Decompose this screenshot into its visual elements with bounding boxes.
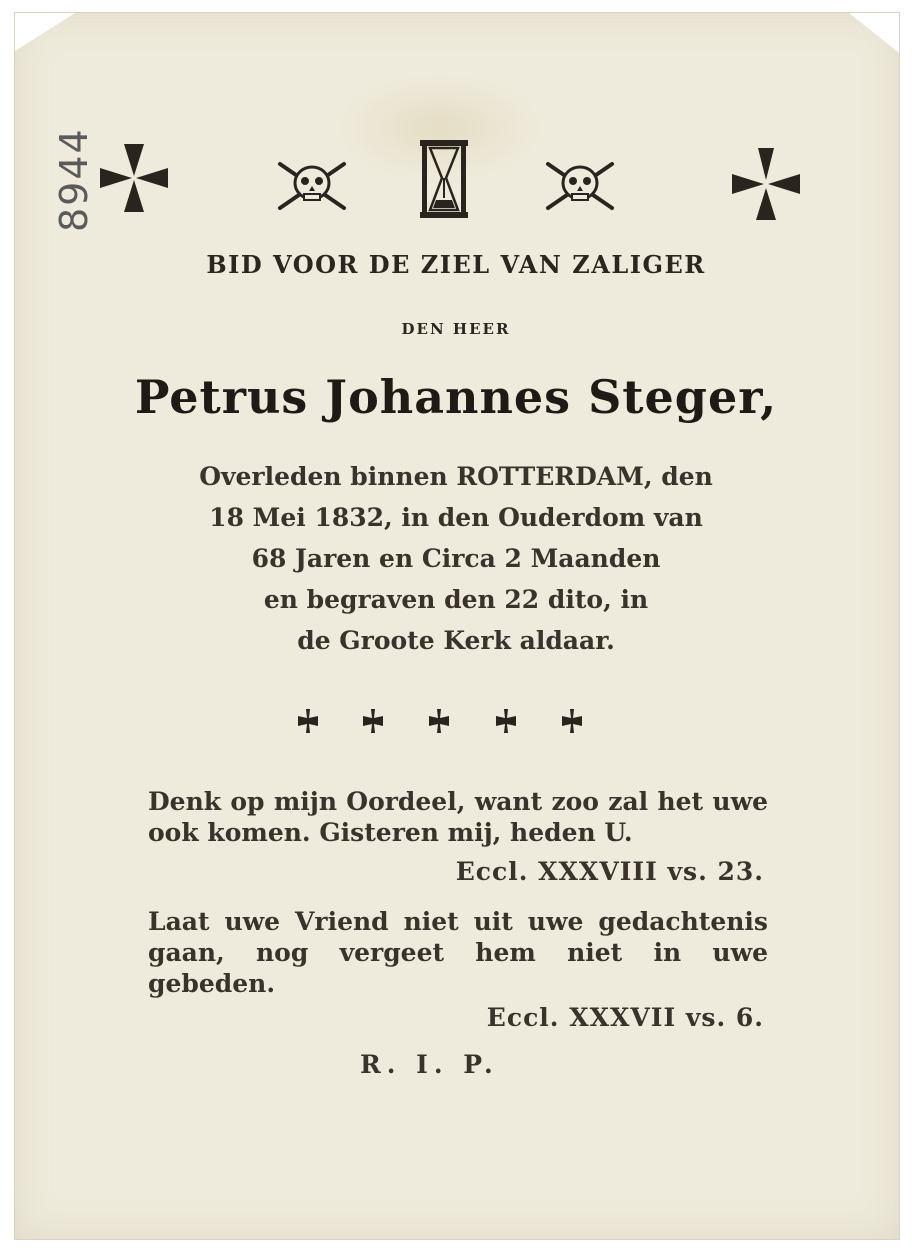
details-line: 68 Jaren en Circa 2 Maanden xyxy=(251,544,661,573)
skull-crossbones-icon xyxy=(540,156,620,216)
scripture-quote: Denk op mijn Oordeel, want zoo zal het uwe ook komen. Gisteren mij, heden U. xyxy=(148,787,768,847)
hourglass-icon xyxy=(418,138,470,220)
small-cross-icon xyxy=(496,709,516,733)
inventory-number: 8944 xyxy=(52,127,96,232)
details-line: de Groote Kerk aldaar. xyxy=(297,626,615,655)
small-cross-icon xyxy=(562,709,582,733)
torn-corner-left xyxy=(15,13,75,51)
ornament-row xyxy=(0,138,912,228)
closing-rip: R. I. P. xyxy=(360,1050,499,1079)
deceased-name: Petrus Johannes Steger, xyxy=(134,370,778,424)
small-cross-icon xyxy=(298,709,318,733)
details-line: en begraven den 22 dito, in xyxy=(263,585,649,614)
torn-corner-right xyxy=(849,13,899,53)
death-details xyxy=(0,456,912,661)
maltese-cross-icon xyxy=(730,146,802,222)
small-cross-icon xyxy=(429,709,449,733)
heading-prayer: BID VOOR DE ZIEL VAN ZALIGER xyxy=(206,250,706,279)
cross-divider xyxy=(0,706,912,736)
maltese-cross-icon xyxy=(98,140,170,216)
scripture-reference: Eccl. XXXVIII vs. 23. xyxy=(455,857,764,886)
details-line: 18 Mei 1832, in den Ouderdom van xyxy=(209,503,703,532)
scripture-reference: Eccl. XXXVII vs. 6. xyxy=(486,1003,764,1032)
heading-title: DEN HEER xyxy=(401,320,511,338)
skull-crossbones-icon xyxy=(272,156,352,216)
details-line: Overleden binnen ROTTERDAM, den xyxy=(199,462,713,491)
scripture-quote: Laat uwe Vriend niet uit uwe gedachtenis gaan, nog vergeet hem niet in uwe gebeden. xyxy=(148,907,768,998)
small-cross-icon xyxy=(363,709,383,733)
